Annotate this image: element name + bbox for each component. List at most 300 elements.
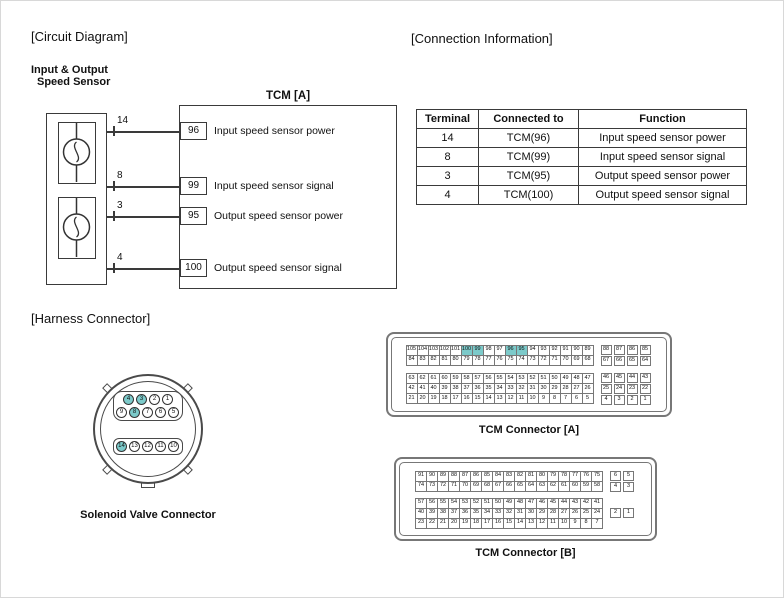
pin-cell: 103	[428, 345, 439, 355]
wire-tick	[113, 211, 115, 221]
pin-cell: 32	[504, 508, 515, 518]
output-speed-sensor-icon	[59, 198, 94, 257]
pin-cell: 14	[515, 518, 526, 528]
pin-cell: 53	[460, 498, 471, 508]
terminal-box: 96	[180, 122, 207, 140]
pin-cell: 18	[471, 518, 482, 528]
pin-cell: 52	[471, 498, 482, 508]
pin-row	[601, 395, 651, 405]
output-speed-sensor-box	[58, 197, 96, 259]
solenoid-pin: 8	[129, 407, 140, 418]
table-row	[417, 148, 747, 167]
pin-cell: 33	[493, 508, 504, 518]
pin-cell: 74	[416, 481, 427, 491]
pin-row	[601, 384, 651, 394]
pin-cell: 86	[471, 471, 482, 481]
table-cell: TCM(100)	[479, 186, 579, 205]
pin-cell: 28	[560, 384, 571, 394]
pin-cell: 4	[610, 482, 621, 492]
pin-cell: 58	[461, 374, 472, 384]
tcm-b-grid	[415, 470, 636, 529]
pin-cell: 56	[483, 374, 494, 384]
pin-cell: 18	[439, 394, 450, 404]
pin-cell: 64	[526, 481, 537, 491]
circuit-diagram-title: [Circuit Diagram]	[31, 29, 128, 44]
pin-band	[406, 344, 653, 367]
pin-cell: 22	[427, 518, 438, 528]
pin-cell: 43	[570, 498, 581, 508]
connection-table	[416, 109, 747, 205]
wire-pin-label: 8	[117, 170, 123, 181]
pin-cell: 57	[472, 374, 483, 384]
pin-cell: 71	[549, 355, 560, 365]
pin-cell: 43	[640, 373, 651, 383]
wire	[106, 131, 181, 133]
pin-cell: 59	[450, 374, 461, 384]
pin-cell: 39	[439, 384, 450, 394]
pin-row	[406, 345, 593, 355]
terminal-function-label: Output speed sensor power	[214, 210, 343, 222]
pin-cell: 44	[627, 373, 638, 383]
wire-pin-label: 3	[117, 200, 123, 211]
pin-cell: 51	[538, 374, 549, 384]
pin-cell: 46	[537, 498, 548, 508]
solenoid-pin: 12	[142, 441, 153, 452]
pin-cell: 15	[472, 394, 483, 404]
pin-cell: 41	[592, 498, 603, 508]
pin-cell: 17	[450, 394, 461, 404]
tcm-connector-a-body	[386, 332, 672, 417]
pin-cell: 87	[614, 345, 625, 355]
pin-cell: 36	[472, 384, 483, 394]
pin-cell: 7	[592, 518, 603, 528]
column-header: Terminal	[417, 110, 479, 129]
pin-cell: 50	[549, 374, 560, 384]
tcm-connector-b-inner	[399, 462, 652, 536]
pin-row	[610, 471, 634, 481]
pin-cell: 54	[449, 498, 460, 508]
pin-row	[601, 373, 651, 383]
pin-cell: 37	[461, 384, 472, 394]
pin-cell: 7	[560, 394, 571, 404]
solenoid-pin: 3	[136, 394, 147, 405]
column-header: Function	[579, 110, 747, 129]
pin-cell: 63	[537, 481, 548, 491]
pin-cell: 96	[505, 345, 516, 355]
pin-cell: 27	[559, 508, 570, 518]
pin-cell: 24	[614, 384, 625, 394]
pin-cell: 3	[623, 482, 634, 492]
pin-cell: 68	[582, 355, 593, 365]
pin-cell: 2	[627, 395, 638, 405]
table-cell: TCM(95)	[479, 167, 579, 186]
pin-cell: 73	[527, 355, 538, 365]
pin-cell: 90	[571, 345, 582, 355]
terminal-function-label: Input speed sensor power	[214, 125, 335, 137]
pin-cell: 81	[526, 471, 537, 481]
pin-cell: 88	[601, 345, 612, 355]
pin-cell: 77	[570, 471, 581, 481]
pin-cell: 40	[428, 384, 439, 394]
pin-cell: 57	[416, 498, 427, 508]
column-header: Connected to	[479, 110, 579, 129]
pin-cell: 69	[471, 481, 482, 491]
pin-grid	[608, 470, 636, 493]
pin-cell: 66	[614, 356, 625, 366]
pin-cell: 55	[494, 374, 505, 384]
pin-cell: 45	[548, 498, 559, 508]
table-cell: 4	[417, 186, 479, 205]
pin-cell: 75	[505, 355, 516, 365]
pin-cell: 97	[494, 345, 505, 355]
pin-cell: 12	[537, 518, 548, 528]
pin-cell: 93	[538, 345, 549, 355]
pin-cell: 83	[417, 355, 428, 365]
pin-row	[610, 508, 634, 518]
pin-cell: 84	[406, 355, 417, 365]
wire-tick	[113, 126, 115, 136]
pin-cell: 54	[505, 374, 516, 384]
table-cell: 8	[417, 148, 479, 167]
pin-cell: 67	[601, 356, 612, 366]
pin-cell: 17	[482, 518, 493, 528]
wire	[106, 186, 181, 188]
terminal-box: 99	[180, 177, 207, 195]
pin-cell: 23	[627, 384, 638, 394]
table-cell: 3	[417, 167, 479, 186]
pin-cell: 45	[614, 373, 625, 383]
pin-cell: 34	[482, 508, 493, 518]
pin-cell: 23	[416, 518, 427, 528]
pin-cell: 64	[640, 356, 651, 366]
pin-grid	[415, 498, 603, 529]
pin-cell: 66	[504, 481, 515, 491]
pin-cell: 20	[417, 394, 428, 404]
tcm-connector-a-label: TCM Connector [A]	[478, 424, 580, 436]
pin-cell: 87	[460, 471, 471, 481]
pin-cell: 85	[482, 471, 493, 481]
pin-cell: 40	[416, 508, 427, 518]
table-cell: Output speed sensor power	[579, 167, 747, 186]
pin-grid	[599, 372, 653, 406]
pin-cell: 26	[582, 384, 593, 394]
pin-cell: 60	[570, 481, 581, 491]
pin-grid	[406, 345, 594, 366]
pin-cell: 80	[450, 355, 461, 365]
pin-cell: 16	[461, 394, 472, 404]
terminal-function-label: Input speed sensor signal	[214, 180, 334, 192]
pin-cell: 55	[438, 498, 449, 508]
pin-cell: 15	[504, 518, 515, 528]
pin-band	[415, 470, 636, 493]
pin-cell: 36	[460, 508, 471, 518]
pin-cell: 84	[493, 471, 504, 481]
pin-cell: 30	[526, 508, 537, 518]
pin-cell: 51	[482, 498, 493, 508]
pin-cell: 19	[428, 394, 439, 404]
pin-cell: 63	[406, 374, 417, 384]
pin-cell: 101	[450, 345, 461, 355]
pin-cell: 20	[449, 518, 460, 528]
pin-cell: 82	[515, 471, 526, 481]
connection-info-title: [Connection Information]	[411, 31, 553, 46]
input-speed-sensor-box	[58, 122, 96, 184]
pin-cell: 4	[601, 395, 612, 405]
pin-cell: 22	[640, 384, 651, 394]
connection-table-body	[417, 129, 747, 205]
pin-cell: 8	[549, 394, 560, 404]
pin-grid	[608, 507, 636, 519]
solenoid-pin: 1	[162, 394, 173, 405]
pin-row	[416, 481, 603, 491]
wire-pin-label: 14	[117, 115, 129, 126]
pin-row	[406, 384, 593, 394]
wire-pin-label: 4	[117, 252, 123, 263]
pin-grid	[406, 373, 594, 404]
pin-cell: 89	[438, 471, 449, 481]
pin-cell: 86	[627, 345, 638, 355]
sensor-label-line2: Speed Sensor	[37, 76, 111, 88]
pin-cell: 47	[526, 498, 537, 508]
wire-tick	[113, 263, 115, 273]
solenoid-pin: 2	[149, 394, 160, 405]
pin-cell: 102	[439, 345, 450, 355]
pin-cell: 26	[570, 508, 581, 518]
table-cell: TCM(96)	[479, 129, 579, 148]
pin-cell: 79	[461, 355, 472, 365]
pin-cell: 34	[494, 384, 505, 394]
pin-grid	[599, 344, 653, 367]
pin-cell: 16	[493, 518, 504, 528]
terminal-function-label: Output speed sensor signal	[214, 262, 342, 274]
pin-cell: 104	[417, 345, 428, 355]
wire-tick	[113, 181, 115, 191]
pin-cell: 77	[483, 355, 494, 365]
pin-cell: 76	[494, 355, 505, 365]
pin-row	[406, 394, 593, 404]
solenoid-pin: 10	[168, 441, 179, 452]
solenoid-pin: 13	[129, 441, 140, 452]
pin-cell: 78	[472, 355, 483, 365]
pin-cell: 29	[549, 384, 560, 394]
pin-band	[415, 498, 636, 529]
pin-cell: 24	[592, 508, 603, 518]
pin-cell: 9	[538, 394, 549, 404]
solenoid-pin: 14	[116, 441, 127, 452]
solenoid-pin: 7	[142, 407, 153, 418]
pin-row	[416, 498, 603, 508]
pin-cell: 69	[571, 355, 582, 365]
pin-cell: 11	[548, 518, 559, 528]
pin-cell: 14	[483, 394, 494, 404]
pin-cell: 99	[472, 345, 483, 355]
pin-cell: 38	[438, 508, 449, 518]
pin-cell: 48	[571, 374, 582, 384]
pin-row	[416, 518, 603, 528]
pin-cell: 62	[417, 374, 428, 384]
pin-row	[601, 345, 651, 355]
terminal-box: 100	[180, 259, 207, 277]
pin-cell: 71	[449, 481, 460, 491]
wire	[106, 216, 181, 218]
pin-cell: 62	[548, 481, 559, 491]
pin-cell: 21	[438, 518, 449, 528]
table-row	[417, 167, 747, 186]
pin-cell: 73	[427, 481, 438, 491]
table-cell: 14	[417, 129, 479, 148]
solenoid-pin: 5	[168, 407, 179, 418]
pin-cell: 90	[427, 471, 438, 481]
pin-cell: 100	[461, 345, 472, 355]
pin-cell: 12	[505, 394, 516, 404]
pin-cell: 3	[614, 395, 625, 405]
pin-cell: 9	[570, 518, 581, 528]
pin-cell: 10	[527, 394, 538, 404]
pin-cell: 81	[439, 355, 450, 365]
pin-cell: 39	[427, 508, 438, 518]
pin-cell: 28	[548, 508, 559, 518]
connection-table-header-row	[417, 110, 747, 129]
solenoid-connector-label: Solenoid Valve Connector	[80, 509, 216, 521]
pin-cell: 82	[428, 355, 439, 365]
pin-cell: 42	[406, 384, 417, 394]
pin-cell: 46	[601, 373, 612, 383]
wire	[106, 268, 181, 270]
pin-cell: 11	[516, 394, 527, 404]
pin-cell: 32	[516, 384, 527, 394]
pin-cell: 37	[449, 508, 460, 518]
pin-cell: 92	[549, 345, 560, 355]
pin-cell: 31	[515, 508, 526, 518]
pin-cell: 50	[493, 498, 504, 508]
pin-cell: 65	[627, 356, 638, 366]
pin-cell: 6	[610, 471, 621, 481]
pin-grid	[415, 471, 603, 492]
pin-row	[406, 374, 593, 384]
pin-cell: 85	[640, 345, 651, 355]
pin-row	[610, 482, 634, 492]
solenoid-pin: 6	[155, 407, 166, 418]
pin-cell: 58	[592, 481, 603, 491]
pin-cell: 65	[515, 481, 526, 491]
pin-row	[601, 356, 651, 366]
pin-cell: 59	[581, 481, 592, 491]
solenoid-pin: 9	[116, 407, 127, 418]
tcm-connector-a-inner	[391, 337, 667, 412]
table-row	[417, 186, 747, 205]
pin-cell: 72	[538, 355, 549, 365]
tcm-connector-b-body	[394, 457, 657, 541]
pin-cell: 91	[560, 345, 571, 355]
pin-cell: 49	[560, 374, 571, 384]
pin-cell: 53	[516, 374, 527, 384]
pin-cell: 29	[537, 508, 548, 518]
pin-cell: 5	[623, 471, 634, 481]
pin-cell: 74	[516, 355, 527, 365]
pin-cell: 60	[439, 374, 450, 384]
pin-cell: 1	[623, 508, 634, 518]
pin-cell: 21	[406, 394, 417, 404]
solenoid-pin: 4	[123, 394, 134, 405]
pin-cell: 80	[537, 471, 548, 481]
pin-cell: 68	[482, 481, 493, 491]
table-row	[417, 129, 747, 148]
pin-cell: 56	[427, 498, 438, 508]
pin-cell: 49	[504, 498, 515, 508]
pin-row	[416, 508, 603, 518]
pin-cell: 27	[571, 384, 582, 394]
pin-cell: 19	[460, 518, 471, 528]
pin-cell: 41	[417, 384, 428, 394]
pin-cell: 88	[449, 471, 460, 481]
pin-cell: 67	[493, 481, 504, 491]
tcm-box-title: TCM [A]	[265, 90, 311, 102]
pin-cell: 105	[406, 345, 417, 355]
table-cell: TCM(99)	[479, 148, 579, 167]
terminal-box: 95	[180, 207, 207, 225]
pin-row	[416, 471, 603, 481]
pin-cell: 5	[582, 394, 593, 404]
pin-cell: 38	[450, 384, 461, 394]
table-cell: Output speed sensor signal	[579, 186, 747, 205]
pin-row	[406, 355, 593, 365]
pin-cell: 10	[559, 518, 570, 528]
pin-cell: 70	[460, 481, 471, 491]
pin-cell: 13	[494, 394, 505, 404]
pin-cell: 70	[560, 355, 571, 365]
tcm-a-grid	[406, 344, 653, 406]
tcm-connector-b-label: TCM Connector [B]	[475, 547, 576, 559]
pin-cell: 61	[559, 481, 570, 491]
pin-cell: 13	[526, 518, 537, 528]
pin-cell: 33	[505, 384, 516, 394]
table-cell: Input speed sensor signal	[579, 148, 747, 167]
pin-cell: 94	[527, 345, 538, 355]
pin-band	[406, 372, 653, 406]
pin-cell: 83	[504, 471, 515, 481]
solenoid-pin: 11	[155, 441, 166, 452]
pin-cell: 47	[582, 374, 593, 384]
pin-cell: 79	[548, 471, 559, 481]
pin-cell: 72	[438, 481, 449, 491]
sensor-label-line1: Input & Output	[31, 64, 108, 76]
pin-cell: 52	[527, 374, 538, 384]
pin-cell: 61	[428, 374, 439, 384]
pin-cell: 76	[581, 471, 592, 481]
pin-cell: 8	[581, 518, 592, 528]
pin-cell: 89	[582, 345, 593, 355]
pin-cell: 44	[559, 498, 570, 508]
input-speed-sensor-icon	[59, 123, 94, 182]
pin-cell: 42	[581, 498, 592, 508]
pin-cell: 30	[538, 384, 549, 394]
pin-cell: 25	[581, 508, 592, 518]
pin-cell: 35	[471, 508, 482, 518]
pin-cell: 35	[483, 384, 494, 394]
pin-cell: 95	[516, 345, 527, 355]
pin-cell: 78	[559, 471, 570, 481]
harness-connector-title: [Harness Connector]	[31, 311, 151, 326]
pin-cell: 1	[640, 395, 651, 405]
pin-cell: 98	[483, 345, 494, 355]
pin-cell: 48	[515, 498, 526, 508]
pin-cell: 6	[571, 394, 582, 404]
pin-cell: 25	[601, 384, 612, 394]
pin-cell: 31	[527, 384, 538, 394]
pin-cell: 75	[592, 471, 603, 481]
pin-cell: 91	[416, 471, 427, 481]
table-cell: Input speed sensor power	[579, 129, 747, 148]
